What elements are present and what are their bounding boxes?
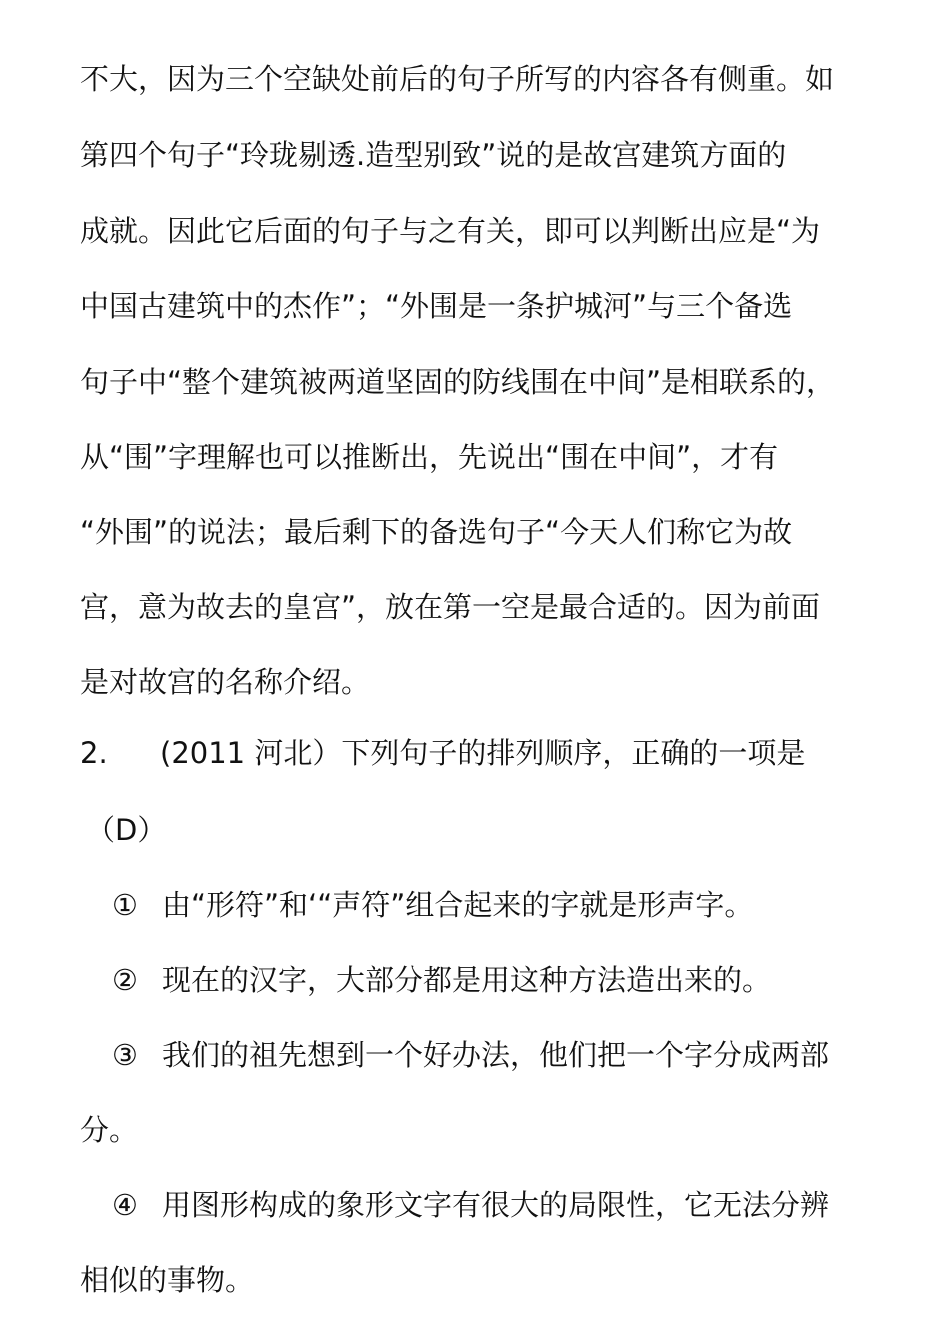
option-text-continuation: 相似的事物。 bbox=[80, 1263, 255, 1297]
paragraph-line: 句子中“整个建筑被两道坚固的防线围在中间”是相联系的， bbox=[80, 365, 836, 399]
paragraph-line: 不大，因为三个空缺处前后的句子所写的内容各有侧重。如 bbox=[80, 62, 835, 96]
option-text: 用图形构成的象形文字有很大的局限性，它无法分辨 bbox=[162, 1188, 830, 1222]
option-text-continuation: 分。 bbox=[80, 1113, 139, 1147]
paragraph-line: 第四个句子“玲珑剔透.造型别致”说的是故宫建筑方面的 bbox=[80, 138, 787, 172]
paragraph-line: 是对故宫的名称介绍。 bbox=[80, 665, 371, 699]
paragraph-line: “外围”的说法；最后剩下的备选句子“今天人们称它为故 bbox=[80, 515, 793, 549]
option-text: 我们的祖先想到一个好办法，他们把一个字分成两部 bbox=[162, 1038, 830, 1072]
paragraph-line: 成就。因此它后面的句子与之有关，即可以判断出应是“为 bbox=[80, 214, 821, 248]
option-marker: ③ bbox=[112, 1038, 138, 1072]
paragraph-line: 宫，意为故去的皇宫”，放在第一空是最合适的。因为前面 bbox=[80, 590, 821, 624]
option-text: 现在的汉字，大部分都是用这种方法造出来的。 bbox=[162, 963, 772, 997]
option-marker: ② bbox=[112, 963, 138, 997]
paragraph-line: 中国古建筑中的杰作”；“外围是一条护城河”与三个备选 bbox=[80, 289, 793, 323]
option-marker: ④ bbox=[112, 1188, 138, 1222]
option-marker: ① bbox=[112, 888, 138, 922]
paragraph-line: 从“围”字理解也可以推断出，先说出“围在中间”，才有 bbox=[80, 440, 779, 474]
question-number: 2. bbox=[80, 736, 108, 770]
option-text: 由“形符”和‘“声符”组合起来的字就是形声字。 bbox=[162, 888, 754, 922]
question-stem: (2011 河北）下列句子的排列顺序，正确的一项是 bbox=[160, 736, 806, 770]
question-answer: （D） bbox=[86, 813, 167, 847]
